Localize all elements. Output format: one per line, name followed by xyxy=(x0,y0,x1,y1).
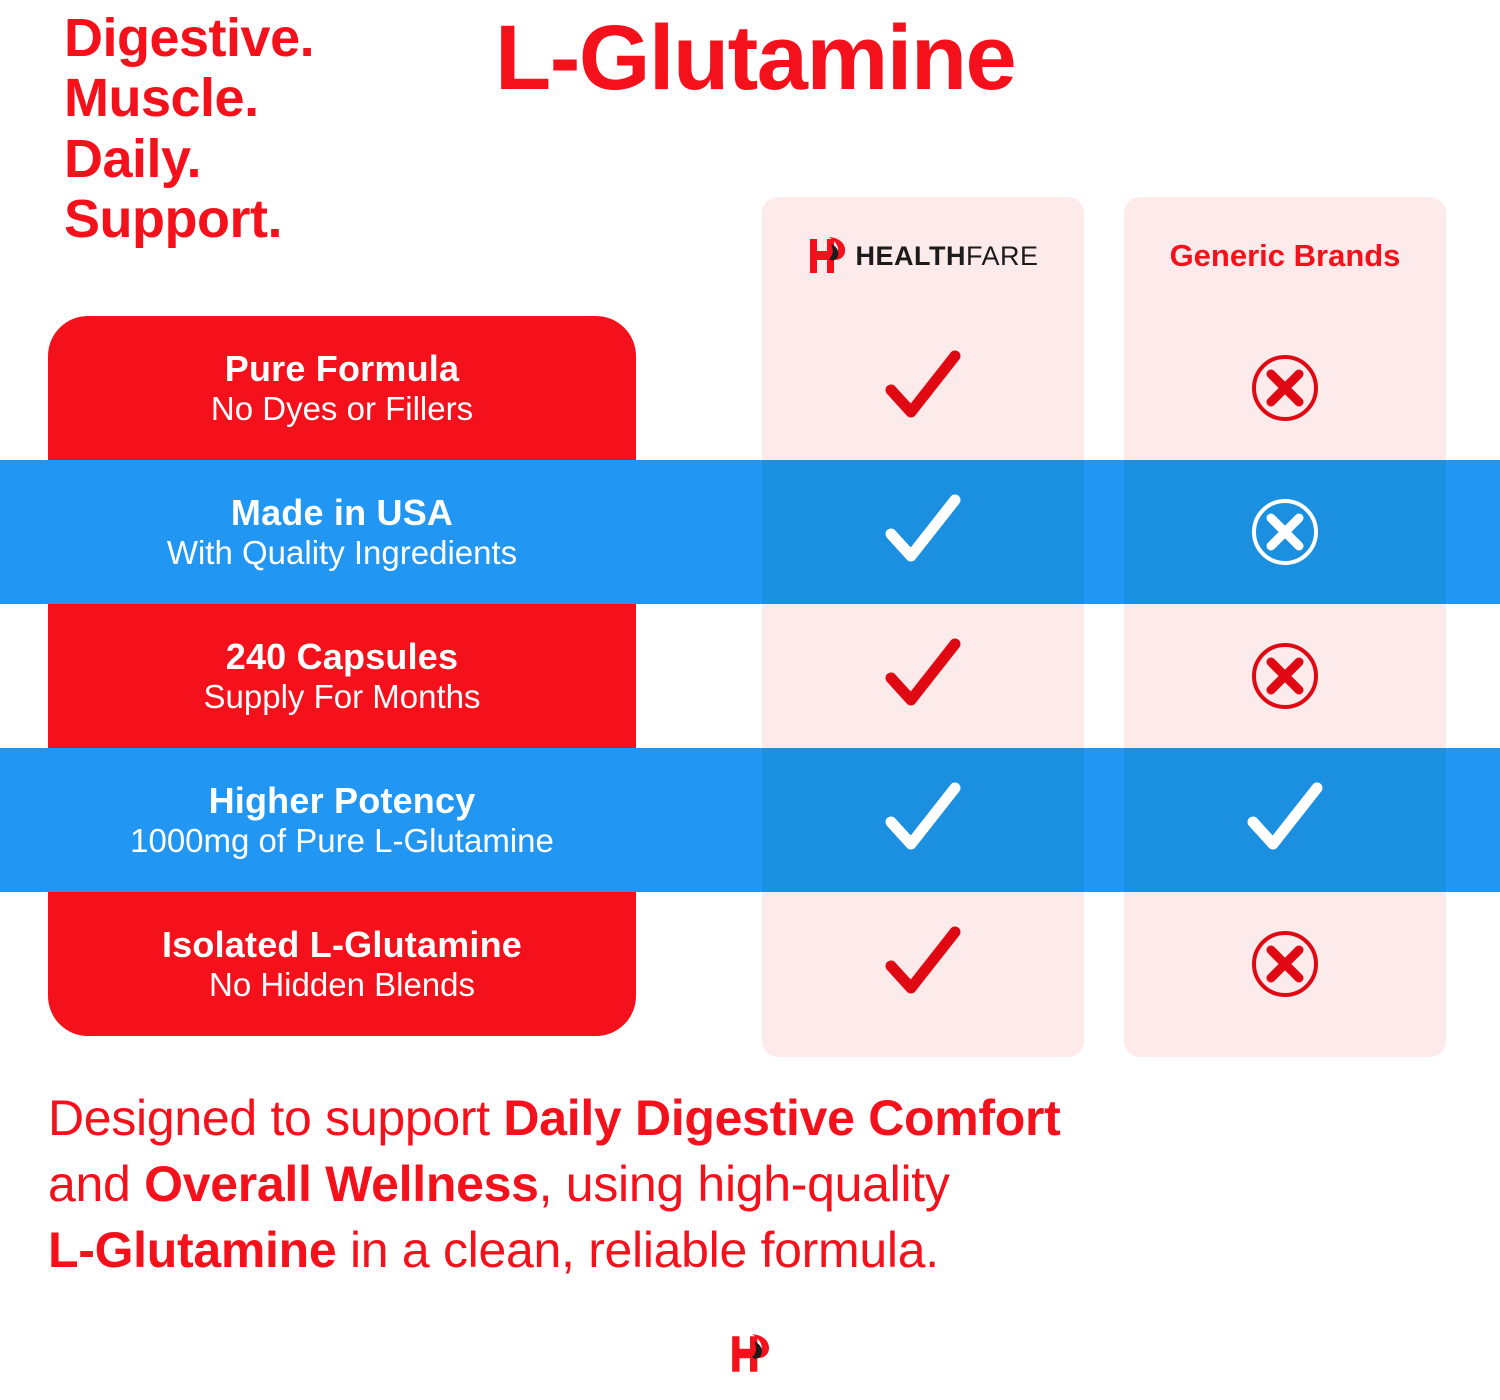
feature-title: Pure Formula xyxy=(224,347,460,389)
headline-line-3: Daily. xyxy=(64,128,202,189)
table-row xyxy=(0,748,1500,892)
check-icon xyxy=(883,924,963,1004)
footer-description xyxy=(48,1085,1458,1283)
healthfare-logo-icon xyxy=(807,235,847,277)
feature-title: 240 Capsules xyxy=(225,635,459,677)
headline-line-1: Digestive. xyxy=(64,8,315,68)
feature-subtitle: Supply For Months xyxy=(203,677,481,715)
feature-label-higher-potency xyxy=(48,748,636,892)
check-icon xyxy=(883,348,963,428)
check-icon xyxy=(883,492,963,572)
feature-subtitle: 1000mg of Pure L-Glutamine xyxy=(130,821,554,859)
feature-label-240-capsules xyxy=(48,604,636,748)
brand-name-light: FARE xyxy=(965,240,1039,271)
brand-name xyxy=(855,241,1038,272)
cross-icon xyxy=(1249,640,1321,712)
feature-title: Higher Potency xyxy=(208,779,476,821)
mark-brand-row-4 xyxy=(762,748,1084,892)
cross-icon xyxy=(1249,352,1321,424)
table-row xyxy=(0,604,1500,748)
mark-brand-row-3 xyxy=(762,604,1084,748)
feature-label-pure-formula xyxy=(48,316,636,460)
feature-title: Isolated L-Glutamine xyxy=(161,923,523,965)
mark-generic-row-5 xyxy=(1124,892,1446,1036)
table-row xyxy=(0,316,1500,460)
feature-subtitle: No Hidden Blends xyxy=(209,965,475,1003)
brand-logo-row xyxy=(807,235,1038,277)
comparison-rows xyxy=(0,316,1500,1036)
mark-brand-row-5 xyxy=(762,892,1084,1036)
feature-subtitle: With Quality Ingredients xyxy=(166,533,518,571)
feature-title: Made in USA xyxy=(230,491,454,533)
generic-brands-label: Generic Brands xyxy=(1169,238,1401,273)
feature-label-made-in-usa xyxy=(48,460,636,604)
check-icon xyxy=(883,780,963,860)
mark-generic-row-4 xyxy=(1124,748,1446,892)
mark-generic-row-3 xyxy=(1124,604,1446,748)
feature-subtitle: No Dyes or Fillers xyxy=(210,389,474,427)
feature-label-isolated-l-glutamine xyxy=(48,892,636,1036)
footer-line1-pre: Designed to support xyxy=(48,1090,504,1146)
headline-line-4: Support. xyxy=(64,189,282,250)
footer-line2-bold: Overall Wellness xyxy=(144,1156,539,1212)
headline-line-2: Muscle. xyxy=(64,68,259,129)
column-header-brand xyxy=(762,228,1084,284)
mark-generic-row-2 xyxy=(1124,460,1446,604)
footer-line2-post: , using high-quality xyxy=(538,1156,950,1212)
headline-block xyxy=(64,8,464,250)
check-icon xyxy=(1245,780,1325,860)
cross-icon xyxy=(1249,496,1321,568)
footer-line1-bold: Daily Digestive Comfort xyxy=(503,1090,1061,1146)
footer-line2-pre: and xyxy=(48,1156,145,1212)
mark-generic-row-1 xyxy=(1124,316,1446,460)
mark-brand-row-2 xyxy=(762,460,1084,604)
cross-icon xyxy=(1249,928,1321,1000)
mark-brand-row-1 xyxy=(762,316,1084,460)
table-row xyxy=(0,460,1500,604)
footer-line3-post: in a clean, reliable formula. xyxy=(336,1222,939,1278)
footer-line3-bold: L-Glutamine xyxy=(48,1222,337,1278)
check-icon xyxy=(883,636,963,716)
brand-name-bold: HEALTH xyxy=(855,240,966,271)
product-title: L-Glutamine xyxy=(495,7,1016,109)
column-header-generic xyxy=(1124,228,1446,284)
healthfare-logo-icon xyxy=(729,1332,771,1376)
table-row xyxy=(0,892,1500,1036)
